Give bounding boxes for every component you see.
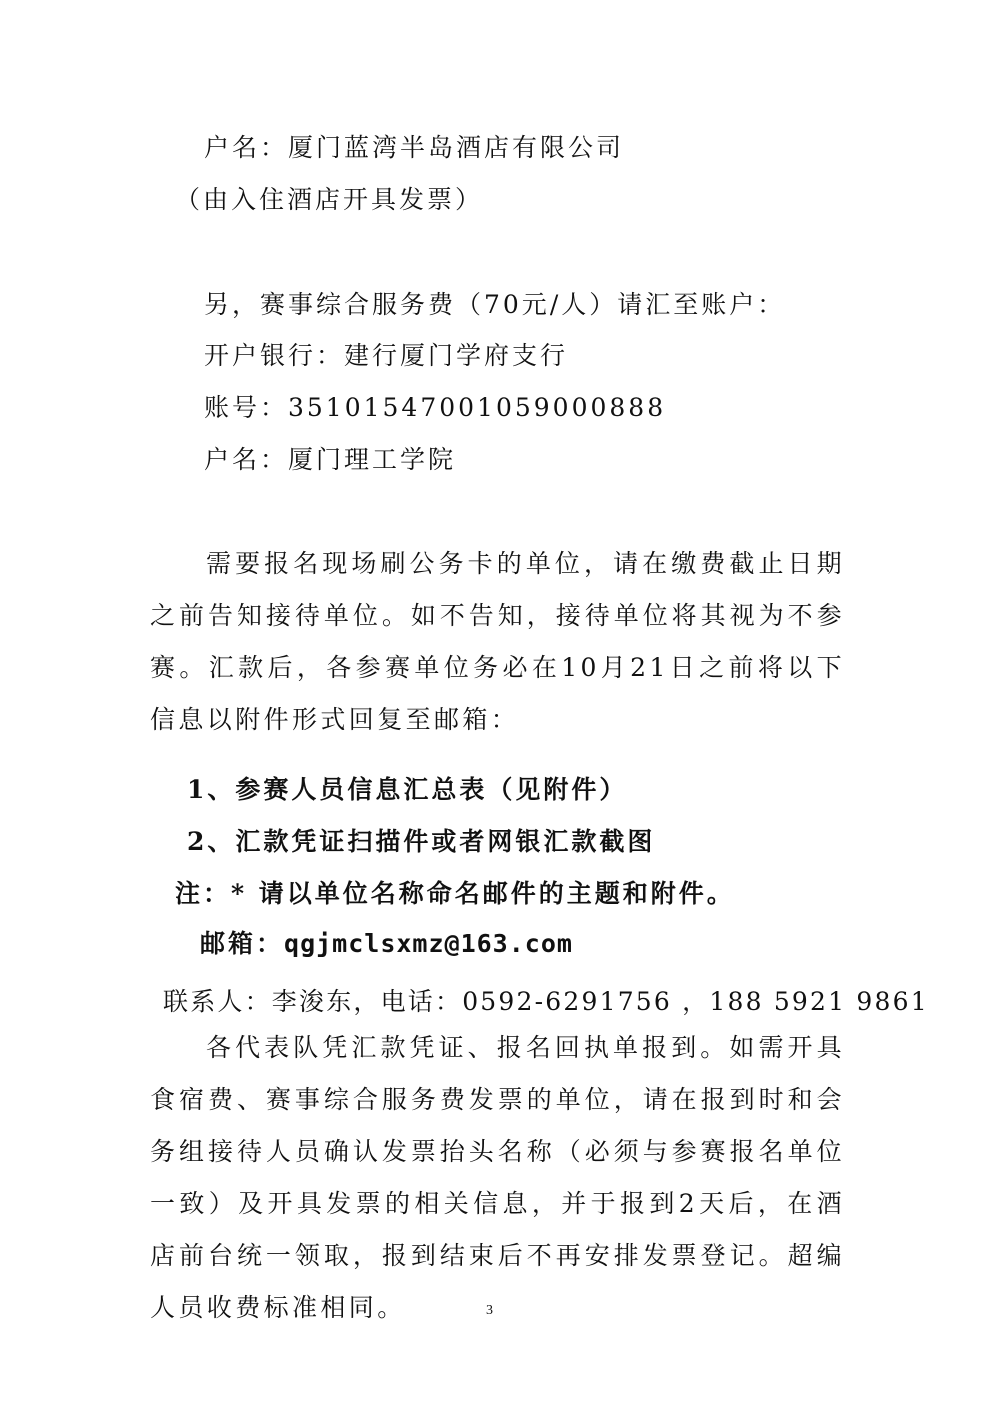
attachment-item-2: 2、汇款凭证扫描件或者网银汇款截图 — [187, 827, 656, 856]
service-fee-bank: 开户银行：建行厦门学府支行 — [204, 341, 569, 370]
registration-paragraph: 各代表队凭汇款凭证、报名回执单报到。如需开具食宿费、赛事综合服务费发票的单位，请在报到时和会务组接待人员确认发票抬头名称（必须与参赛报名单位一致）及开具发票的相关信息，并于报到2天后，在酒店前台统一领取，报到结束后不再安排发票登记。超编人员收费标准相同。 — [150, 1033, 845, 1322]
service-fee-account-name: 户名：厦门理工学院 — [204, 445, 457, 474]
email-label: 邮箱： — [200, 929, 285, 958]
email-address: qgjmclsxmz@163.com — [284, 929, 573, 958]
email-line — [200, 929, 573, 959]
hotel-account-name: 户名：厦门蓝湾半岛酒店有限公司 — [204, 133, 625, 162]
contact-line: 联系人：李浚东，电话：0592-6291756 ，188 5921 9861 — [163, 987, 929, 1016]
page-number: 3 — [486, 1303, 493, 1318]
notice-paragraph: 需要报名现场刷公务卡的单位，请在缴费截止日期之前告知接待单位。如不告知，接待单位将其视为不参赛。汇款后，各参赛单位务必在10月21日之前将以下信息以附件形式回复至邮箱： — [150, 549, 845, 734]
service-fee-intro: 另，赛事综合服务费（70元/人）请汇至账户： — [204, 290, 786, 319]
service-fee-account-number: 账号：35101547001059000888 — [204, 393, 667, 422]
attachment-note: 注：* 请以单位名称命名邮件的主题和附件。 — [175, 879, 735, 908]
attachment-item-1: 1、参赛人员信息汇总表（见附件） — [187, 775, 628, 804]
hotel-invoice-note: （由入住酒店开具发票） — [175, 185, 484, 214]
